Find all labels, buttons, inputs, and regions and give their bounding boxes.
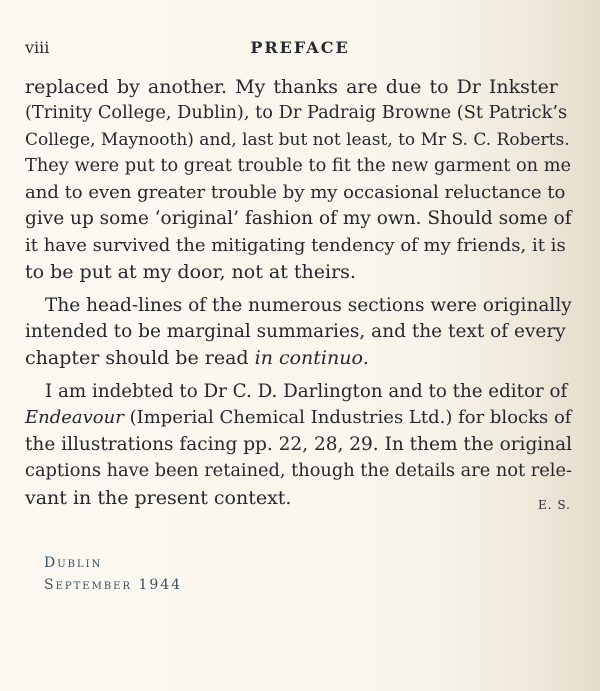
- paragraph-1-line-8: to be put at my door, not at theirs.: [25, 261, 356, 283]
- paragraph-3-line-3: the illustrations facing pp. 22, 28, 29. In them the original: [25, 434, 573, 455]
- paragraph-2-line-3: [25, 347, 369, 369]
- paragraph-3-line-2: [25, 407, 571, 429]
- italic-phrase: in continuo: [254, 347, 363, 369]
- running-head: PREFACE: [250, 38, 350, 57]
- paragraph-1-line-3: College, Maynooth) and, last but not least, to Mr S. C. Roberts.: [25, 130, 570, 150]
- paragraph-1-line-5: and to even greater trouble by my occasional reluctance to: [25, 182, 566, 203]
- paragraph-1-line-2: (Trinity College, Dublin), to Dr Padraig Browne (St Patrick’s: [25, 103, 568, 123]
- paragraph-3-line-4: captions have been retained, though the details are not rele-: [25, 461, 572, 481]
- page-number: viii: [25, 38, 50, 57]
- text-run: chapter should be read: [25, 347, 255, 369]
- paragraph-3-line-1: I am indebted to Dr C. D. Darlington and to the editor of: [45, 381, 568, 402]
- dateline-date: September 1944: [44, 577, 183, 593]
- paragraph-1-line-6: give up some ‘original’ fashion of my own. Should some of: [25, 208, 572, 229]
- text-run: .: [362, 347, 369, 369]
- paragraph-2-line-2: intended to be marginal summaries, and the text of every: [25, 321, 566, 342]
- paragraph-1-line-1: replaced by another. My thanks are due to Dr Inkster: [25, 76, 558, 98]
- author-initials: E. S.: [538, 498, 571, 512]
- paragraph-2-line-1: The head-lines of the numerous sections were originally: [45, 295, 572, 316]
- paragraph-1-line-7: it have survived the mitigating tendency of my friends, it is: [25, 235, 566, 256]
- paragraph-1-line-4: They were put to great trouble to fit the new garment on me: [25, 156, 572, 176]
- paragraph-3-line-5: vant in the present context.: [25, 487, 292, 509]
- journal-title: Endeavour: [25, 407, 124, 428]
- text-run: (Imperial Chemical Industries Ltd.) for blocks of: [123, 407, 572, 428]
- dateline-place: Dublin: [44, 555, 103, 571]
